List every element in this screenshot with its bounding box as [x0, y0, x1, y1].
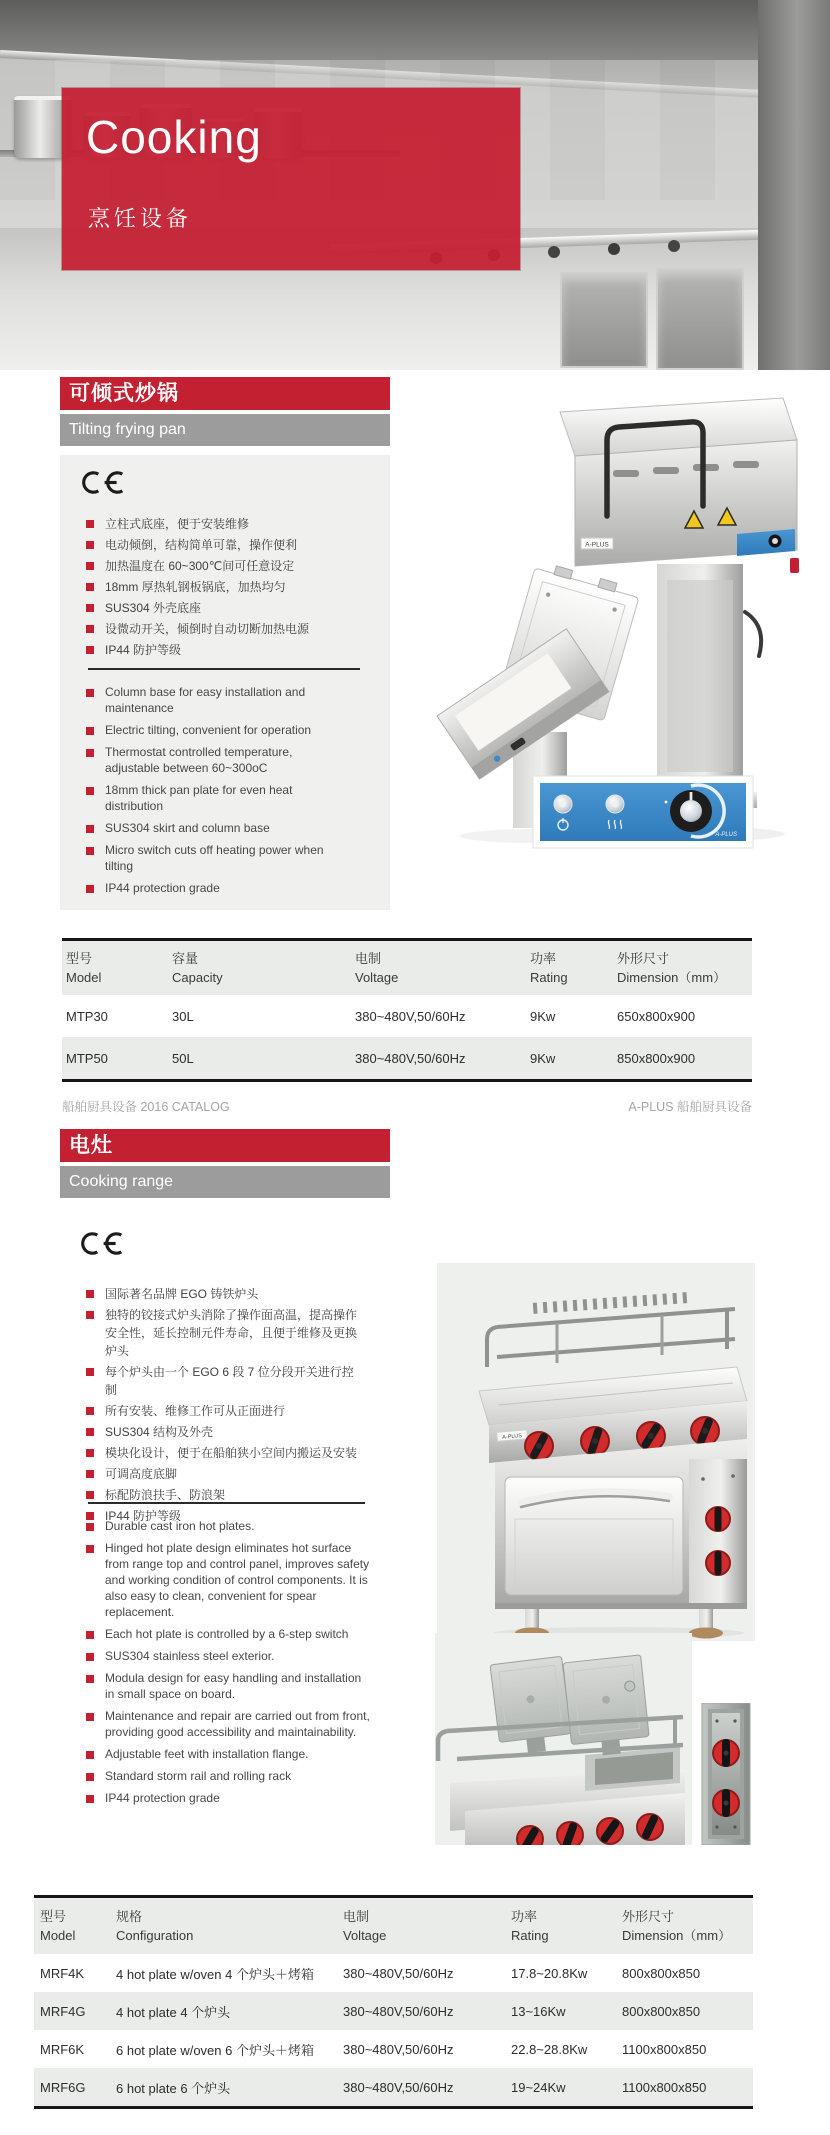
table-row — [62, 995, 752, 1037]
bullet-icon — [86, 787, 94, 795]
header-en: Configuration — [116, 1928, 194, 1943]
ce-mark-icon — [78, 470, 126, 495]
cell-configuration: 6 hot plate 6 个炉头 — [116, 2080, 231, 2096]
list-divider — [88, 668, 360, 670]
feature-list-zh-cooking-range — [86, 1285, 358, 1528]
hero-red-banner — [62, 88, 520, 270]
product-photo-knob-column — [700, 1703, 752, 1845]
product-photo-hinged-plates — [435, 1633, 692, 1845]
bullet-icon — [86, 541, 94, 549]
cell-dimension: 650x800x900 — [617, 1008, 696, 1024]
feature-text: 国际著名品牌 EGO 铸铁炉头 — [105, 1287, 259, 1301]
feature-item — [86, 782, 344, 814]
cell-configuration: 6 hot plate w/oven 6 个炉头＋烤箱 — [116, 2042, 314, 2058]
cell-voltage: 380~480V,50/60Hz — [343, 2003, 454, 2019]
cell-rating: 19~24Kw — [511, 2079, 566, 2095]
header-zh: 型号 — [40, 1909, 67, 1924]
table-header-cell — [511, 1898, 622, 1954]
page-subtitle: 烹饪设备 — [88, 206, 193, 231]
feature-item — [86, 1285, 358, 1303]
feature-item — [86, 1363, 358, 1399]
page-footer — [62, 1097, 752, 1115]
table-header-cell — [355, 941, 530, 995]
cell-rating: 13~16Kw — [511, 2003, 566, 2019]
cell-capacity: 30L — [172, 1008, 194, 1024]
header-zh: 外形尺寸 — [617, 951, 670, 966]
cell-model: MRF4G — [40, 2003, 86, 2019]
bullet-icon — [86, 727, 94, 735]
feature-item — [86, 515, 368, 533]
table-header-cell — [34, 1898, 116, 1954]
bullet-icon — [86, 1368, 94, 1376]
feature-item — [86, 1402, 358, 1420]
bullet-icon — [86, 604, 94, 612]
cell-model: MRF6K — [40, 2041, 85, 2057]
bullet-icon — [86, 1631, 94, 1639]
bullet-icon — [86, 1773, 94, 1781]
cell-dimension: 800x800x850 — [622, 1965, 701, 1981]
section-title-cooking-range: 电灶 — [60, 1129, 390, 1162]
feature-text: Thermostat controlled temperature, adjustable between 60~300oC — [105, 745, 293, 775]
table-header-cell — [172, 941, 355, 995]
feature-text: 所有安装、维修工作可从正面进行 — [105, 1404, 286, 1418]
feature-text: SUS304 外壳底座 — [105, 601, 202, 615]
feature-text: Adjustable feet with installation flange. — [105, 1747, 309, 1761]
feature-item — [86, 536, 368, 554]
header-en: Model — [40, 1928, 76, 1943]
feature-text: 立柱式底座，便于安装维修 — [105, 517, 250, 531]
feature-item — [86, 880, 344, 896]
brand-label-on-machine: A-PLUS — [585, 541, 609, 549]
header-en: Model — [66, 970, 102, 985]
feature-item — [86, 1465, 358, 1483]
table-row — [34, 2068, 753, 2106]
cell-model: MTP50 — [66, 1050, 108, 1066]
header-en: Voltage — [343, 1928, 387, 1943]
table-header-cell — [116, 1898, 343, 1954]
brand-logo-on-panel: A-PLUS — [715, 832, 737, 838]
bullet-icon — [86, 1449, 94, 1457]
feature-text: Each hot plate is controlled by a 6-step switch — [105, 1627, 349, 1641]
feature-text: IP44 防护等级 — [105, 643, 182, 657]
feature-text: IP44 防护等级 — [105, 1509, 182, 1523]
feature-text: SUS304 stainless steel exterior. — [105, 1649, 275, 1663]
feature-item — [86, 1746, 370, 1762]
feature-item — [86, 1540, 370, 1620]
footer-right-text: A-PLUS 船舶厨具设备 — [628, 1100, 752, 1114]
feature-item — [86, 1518, 370, 1534]
feature-item — [86, 1768, 370, 1784]
feature-text: SUS304 结构及外壳 — [105, 1425, 214, 1439]
bullet-icon — [86, 825, 94, 833]
feature-item — [86, 641, 368, 659]
header-zh: 功率 — [511, 1909, 538, 1924]
feature-text: 18mm thick pan plate for even heat distribution — [105, 783, 293, 813]
feature-list-zh-tilting-pan — [86, 515, 368, 662]
table-header-cell — [617, 941, 752, 995]
feature-text: Hinged hot plate design eliminates hot surface from range top and control panel, improves safety and working condition of control components. It is also easy to clean, convenient for spear replacement. — [105, 1541, 370, 1619]
bullet-icon — [86, 1751, 94, 1759]
section-subtitle-tilting-pan: Tilting frying pan — [60, 414, 390, 446]
cell-model: MRF4K — [40, 1965, 85, 1981]
cell-model: MTP30 — [66, 1008, 108, 1024]
feature-text: 18mm 厚热轧钢板锅底，加热均匀 — [105, 580, 286, 594]
header-zh: 电制 — [343, 1909, 370, 1924]
cell-dimension: 800x800x850 — [622, 2003, 701, 2019]
brand-label-on-range: A-PLUS — [502, 1433, 523, 1441]
bullet-icon — [86, 847, 94, 855]
bullet-icon — [86, 1491, 94, 1499]
feature-text: Durable cast iron hot plates. — [105, 1519, 255, 1533]
feature-list-en-cooking-range — [86, 1518, 370, 1812]
bullet-icon — [86, 1470, 94, 1478]
ce-mark-icon — [77, 1231, 125, 1256]
table-row — [34, 1992, 753, 2030]
feature-text: SUS304 skirt and column base — [105, 821, 270, 835]
feature-text: 电动倾倒，结构简单可靠，操作便利 — [105, 538, 298, 552]
bullet-icon — [86, 1311, 94, 1319]
bullet-icon — [86, 749, 94, 757]
page-title: Cooking — [86, 111, 262, 163]
feature-text: Electric tilting, convenient for operation — [105, 723, 312, 737]
feature-text: 每个炉头由一个 EGO 6 段 7 位分段开关进行控制 — [105, 1365, 354, 1397]
feature-item — [86, 1444, 358, 1462]
header-zh: 容量 — [172, 951, 199, 966]
header-zh: 外形尺寸 — [622, 1909, 675, 1924]
bullet-icon — [86, 1795, 94, 1803]
bullet-icon — [86, 1653, 94, 1661]
footer-left-text: 船舶厨具设备 2016 CATALOG — [62, 1100, 230, 1114]
feature-item — [86, 1306, 358, 1360]
product-photo-cooking-range — [437, 1263, 755, 1641]
section-title-tilting-pan: 可倾式炒锅 — [60, 377, 390, 410]
feature-text: Column base for easy installation and maintenance — [105, 685, 306, 715]
feature-item — [86, 1708, 370, 1740]
feature-item — [86, 820, 344, 836]
feature-item — [86, 1790, 370, 1806]
feature-text: IP44 protection grade — [105, 1791, 220, 1805]
header-en: Rating — [511, 1928, 549, 1943]
cell-configuration: 4 hot plate 4 个炉头 — [116, 2004, 231, 2020]
feature-text: 模块化设计，便于在船舶狭小空间内搬运及安装 — [105, 1446, 358, 1460]
feature-item — [86, 1648, 370, 1664]
section-subtitle-cooking-range: Cooking range — [60, 1166, 390, 1198]
table-header-cell — [530, 941, 617, 995]
bullet-icon — [86, 1675, 94, 1683]
feature-item — [86, 744, 344, 776]
table-row — [34, 2030, 753, 2068]
bullet-icon — [86, 1428, 94, 1436]
cell-voltage: 380~480V,50/60Hz — [343, 2041, 454, 2057]
cell-rating: 17.8~20.8Kw — [511, 1965, 588, 1981]
list-divider — [88, 1502, 365, 1504]
spec-table-tilting-pan — [62, 938, 752, 1082]
bullet-icon — [86, 1713, 94, 1721]
header-zh: 电制 — [355, 951, 382, 966]
feature-item — [86, 599, 368, 617]
feature-text: 可调高度底脚 — [105, 1467, 178, 1481]
feature-list-en-tilting-pan — [86, 684, 344, 902]
table-row — [34, 1954, 753, 1992]
bullet-icon — [86, 689, 94, 697]
header-en: Capacity — [172, 970, 223, 985]
header-zh: 功率 — [530, 951, 557, 966]
bullet-icon — [86, 520, 94, 528]
cell-rating: 22.8~28.8Kw — [511, 2041, 588, 2057]
feature-text: 标配防浪扶手、防浪架 — [105, 1488, 226, 1502]
cell-voltage: 380~480V,50/60Hz — [343, 1965, 454, 1981]
bullet-icon — [86, 1523, 94, 1531]
product-photo-tilting-pan — [385, 312, 805, 860]
bullet-icon — [86, 583, 94, 591]
feature-item — [86, 684, 344, 716]
bullet-icon — [86, 646, 94, 654]
control-panel-photo — [533, 776, 753, 848]
feature-text: Modula design for easy handling and installation in small space on board. — [105, 1671, 362, 1701]
cell-model: MRF6G — [40, 2079, 86, 2095]
header-zh: 型号 — [66, 951, 93, 966]
feature-item — [86, 1670, 370, 1702]
bullet-icon — [86, 1545, 94, 1553]
feature-text: Maintenance and repair are carried out from front, providing good accessibility and maintainability. — [105, 1709, 370, 1739]
cell-rating: 9Kw — [530, 1008, 556, 1024]
feature-item — [86, 620, 368, 638]
cell-voltage: 380~480V,50/60Hz — [355, 1008, 466, 1024]
cell-voltage: 380~480V,50/60Hz — [343, 2079, 454, 2095]
table-row — [62, 1037, 752, 1079]
header-en: Rating — [530, 970, 568, 985]
table-header-cell — [62, 941, 172, 995]
table-header-row — [34, 1898, 753, 1954]
cell-capacity: 50L — [172, 1050, 194, 1066]
feature-item — [86, 578, 368, 596]
cell-voltage: 380~480V,50/60Hz — [355, 1050, 466, 1066]
bullet-icon — [86, 1290, 94, 1298]
feature-text: IP44 protection grade — [105, 881, 220, 895]
feature-item — [86, 557, 368, 575]
table-header-cell — [343, 1898, 511, 1954]
feature-text: Standard storm rail and rolling rack — [105, 1769, 292, 1783]
cell-dimension: 1100x800x850 — [622, 2041, 707, 2057]
feature-text: 独特的铰接式炉头消除了操作面高温，提高操作安全性，延长控制元件寿命，且便于维修及更换炉头 — [105, 1308, 358, 1358]
feature-item — [86, 1423, 358, 1441]
bullet-icon — [86, 562, 94, 570]
feature-item — [86, 842, 344, 874]
header-en: Dimension（mm） — [617, 970, 727, 985]
feature-text: 加热温度在 60~300℃间可任意设定 — [105, 559, 295, 573]
feature-text: 设微动开关，倾倒时自动切断加热电源 — [105, 622, 310, 636]
cell-dimension: 850x800x900 — [617, 1050, 696, 1066]
table-header-row — [62, 941, 752, 995]
cell-rating: 9Kw — [530, 1050, 556, 1066]
feature-item — [86, 1626, 370, 1642]
table-header-cell — [622, 1898, 753, 1954]
header-en: Dimension（mm） — [622, 1928, 732, 1943]
cell-configuration: 4 hot plate w/oven 4 个炉头＋烤箱 — [116, 1966, 314, 1982]
header-zh: 规格 — [116, 1909, 143, 1924]
spec-table-cooking-range — [34, 1895, 753, 2109]
cell-dimension: 1100x800x850 — [622, 2079, 707, 2095]
bullet-icon — [86, 1407, 94, 1415]
header-en: Voltage — [355, 970, 399, 985]
bullet-icon — [86, 625, 94, 633]
feature-item — [86, 722, 344, 738]
bullet-icon — [86, 885, 94, 893]
feature-text: Micro switch cuts off heating power when tilting — [105, 843, 324, 873]
